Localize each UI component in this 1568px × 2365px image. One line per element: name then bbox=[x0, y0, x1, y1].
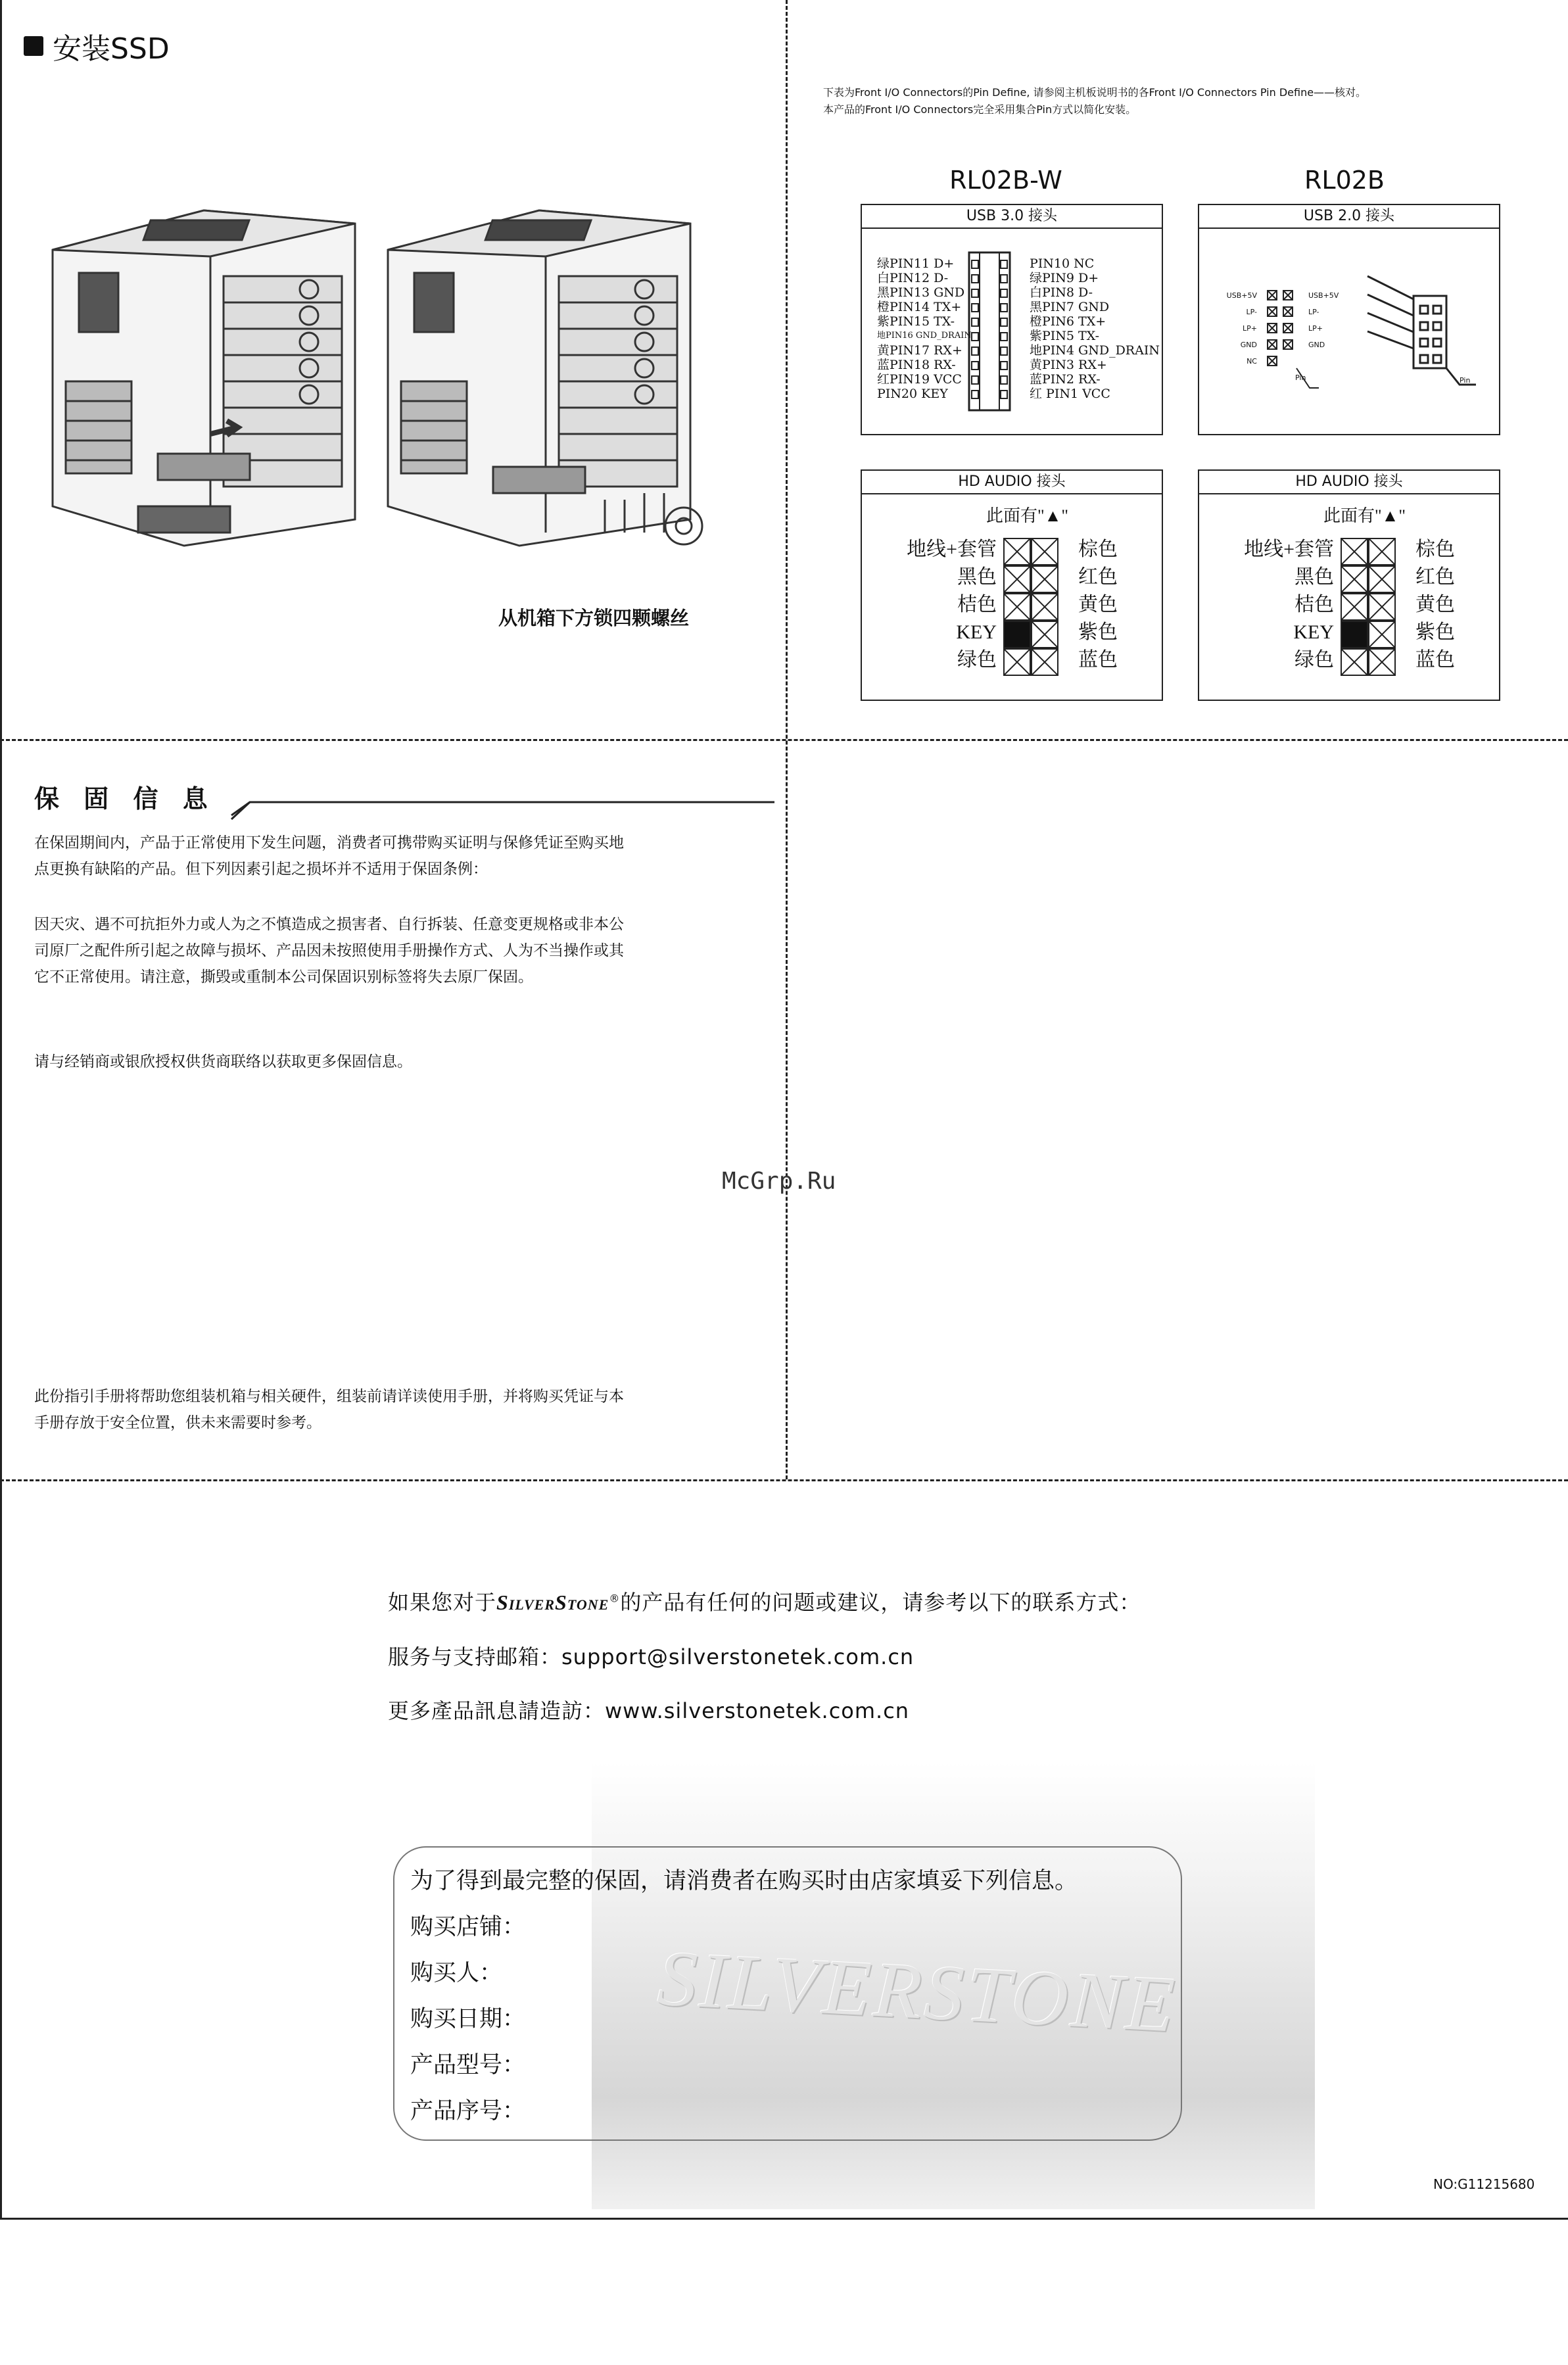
audio-right-label: 紫色 bbox=[1078, 621, 1118, 643]
form-field-store[interactable]: 购买店铺： bbox=[410, 1914, 526, 1940]
usb2-pin-label-right: Pin bbox=[1460, 376, 1471, 385]
form-field-buyer[interactable]: 购买人： bbox=[410, 1960, 503, 1986]
warranty-paragraph-2: 因天灾、遇不可抗拒外力或人为之不慎造成之损害者、自行拆装、任意变更规格或非本公 司原厂之配件所引起之故障与损坏、产品因未按照使用手册操作方式、人为不当操作或其 它不正常使用。请注意，撕毁或重制本公司保固识别标签将失去原厂保固。 bbox=[34, 916, 624, 986]
usb3-right-pin: 白PIN8 D- bbox=[1030, 285, 1093, 300]
usb3-connector-icon bbox=[966, 250, 1012, 414]
audio-pin bbox=[1003, 565, 1031, 593]
usb2-header: USB 2.0 接头 bbox=[1199, 205, 1499, 229]
usb3-right-pin: 黑PIN7 GND bbox=[1030, 300, 1110, 314]
usb3-left-pins bbox=[877, 256, 972, 401]
fold-line-horizontal-1 bbox=[0, 739, 1568, 741]
audio-pin-grid bbox=[1003, 538, 1058, 676]
usb2-left-label: NC bbox=[1247, 357, 1257, 366]
background-logo: SILVERSTONE bbox=[655, 1934, 1179, 2049]
audio-left-label: 地线+套管 bbox=[907, 538, 997, 560]
case-illustration bbox=[39, 164, 717, 559]
model-rl02b: RL02B bbox=[1304, 166, 1385, 195]
model-rl02b-w: RL02B-W bbox=[949, 166, 1062, 195]
usb3-left-pin: 蓝PIN18 RX- bbox=[877, 358, 956, 372]
usb2-right-label: LP- bbox=[1308, 308, 1319, 316]
audio-pin bbox=[1003, 538, 1031, 565]
contact-line-1: 如果您对于SilverStone®的产品有任何的问题或建议，请参考以下的联系方式： bbox=[388, 1590, 1141, 1615]
contact-website[interactable]: 更多產品訊息請造訪：www.silverstonetek.com.cn bbox=[388, 1698, 910, 1723]
install-title: 安装SSD bbox=[24, 25, 170, 67]
audio-key-pin bbox=[1003, 621, 1031, 648]
frame-bottom bbox=[0, 2218, 1568, 2220]
audio-header: HD AUDIO 接头 bbox=[1199, 471, 1499, 494]
audio-left-label: 地线+套管 bbox=[1244, 538, 1334, 560]
usb3-right-pins bbox=[1030, 256, 1160, 401]
audio-left-label: 黑色 bbox=[957, 566, 997, 588]
audio-left-label: 黑色 bbox=[1295, 566, 1334, 588]
audio-pin bbox=[1341, 593, 1368, 621]
usb3-right-pin: 黄PIN3 RX+ bbox=[1030, 358, 1107, 372]
fold-line-horizontal-2 bbox=[0, 1479, 1568, 1481]
audio-pin-grid bbox=[1341, 538, 1396, 676]
usb2-left-label: LP+ bbox=[1243, 324, 1257, 333]
audio-pin bbox=[1368, 538, 1396, 565]
usb3-right-pin: 红 PIN1 VCC bbox=[1030, 387, 1110, 401]
pin-note-line2: 本产品的Front I/O Connectors完全采用集合Pin方式以简化安装。 bbox=[823, 103, 1137, 116]
usb3-left-pin: 橙PIN14 TX+ bbox=[877, 300, 962, 314]
pin-note-line1: 下表为Front I/O Connectors的Pin Define, 请参阅主机板说明书的各Front I/O Connectors Pin Define——核对。 bbox=[823, 86, 1367, 99]
usb3-left-pin: 地PIN16 GND_DRAIN bbox=[877, 331, 972, 341]
warranty-title-underline bbox=[230, 796, 776, 822]
audio-face-note: 此面有"▲" bbox=[986, 506, 1068, 525]
usb3-right-pin: 紫PIN5 TX- bbox=[1030, 329, 1099, 343]
usb2-left-label: GND bbox=[1240, 341, 1257, 349]
usb2-left-label: LP- bbox=[1246, 308, 1257, 316]
audio-pin bbox=[1003, 593, 1031, 621]
form-field-serial[interactable]: 产品序号： bbox=[410, 2098, 526, 2124]
frame-left bbox=[0, 0, 2, 2219]
usb3-left-pin: PIN20 KEY bbox=[877, 387, 948, 401]
warranty-title: 保 固 信 息 bbox=[34, 784, 216, 813]
audio-pin bbox=[1341, 565, 1368, 593]
audio-right-label: 黄色 bbox=[1078, 594, 1118, 615]
audio-left-label: KEY bbox=[956, 621, 997, 643]
audio-pin bbox=[1368, 621, 1396, 648]
audio-pin bbox=[1368, 593, 1396, 621]
watermark-site-text: McGrp.Ru bbox=[722, 1168, 836, 1195]
usb3-left-pin: 黄PIN17 RX+ bbox=[877, 343, 962, 358]
audio-right-label: 蓝色 bbox=[1078, 649, 1118, 671]
audio-right-label: 紫色 bbox=[1415, 621, 1455, 643]
usb2-pin-label-left: Pin bbox=[1295, 373, 1306, 382]
audio-right-labels bbox=[1415, 536, 1455, 674]
brand-name: SilverStone bbox=[496, 1590, 609, 1614]
pin-note bbox=[823, 84, 1366, 118]
audio-right-label: 黄色 bbox=[1415, 594, 1455, 615]
audio-pin bbox=[1031, 538, 1058, 565]
usb3-header: USB 3.0 接头 bbox=[862, 205, 1162, 229]
audio-pin bbox=[1003, 648, 1031, 676]
usb2-right-label: USB+5V bbox=[1308, 291, 1339, 300]
audio-left-labels bbox=[1235, 536, 1334, 674]
audio-right-label: 棕色 bbox=[1415, 538, 1455, 560]
usb2-right-label: GND bbox=[1308, 341, 1325, 349]
audio-right-labels bbox=[1078, 536, 1118, 674]
usb3-right-pin: 地PIN4 GND_DRAIN bbox=[1030, 343, 1160, 358]
contact-email[interactable]: 服务与支持邮箱：support@silverstonetek.com.cn bbox=[388, 1644, 915, 1669]
usb3-left-pin: 紫PIN15 TX- bbox=[877, 314, 955, 329]
audio-key-pin bbox=[1341, 621, 1368, 648]
audio-left-label: 绿色 bbox=[957, 649, 997, 671]
usb3-left-pin: 红PIN19 VCC bbox=[877, 372, 962, 387]
install-caption: 从机箱下方锁四颗螺丝 bbox=[498, 607, 690, 629]
audio-pin bbox=[1341, 648, 1368, 676]
usb3-left-pin: 黑PIN13 GND bbox=[877, 285, 965, 300]
usb3-right-pin: 蓝PIN2 RX- bbox=[1030, 372, 1101, 387]
audio-face-note: 此面有"▲" bbox=[1323, 506, 1406, 525]
usb3-left-pin: 绿PIN11 D+ bbox=[877, 256, 955, 271]
warranty-paragraph-4: 此份指引手册将帮助您组装机箱与相关硬件，组装前请详读使用手册，并将购买凭证与本 手册存放于安全位置，供未来需要时参考。 bbox=[34, 1388, 624, 1431]
usb3-right-pin: PIN10 NC bbox=[1030, 256, 1095, 271]
usb3-right-pin: 绿PIN9 D+ bbox=[1030, 271, 1099, 285]
audio-pin bbox=[1031, 593, 1058, 621]
audio-pin bbox=[1341, 538, 1368, 565]
audio-pin bbox=[1031, 565, 1058, 593]
usb2-right-labels bbox=[1308, 287, 1339, 353]
usb3-left-pin: 白PIN12 D- bbox=[877, 271, 949, 285]
audio-pin bbox=[1368, 648, 1396, 676]
document-number: NO:G11215680 bbox=[1433, 2176, 1535, 2192]
audio-left-label: 桔色 bbox=[957, 594, 997, 615]
audio-pin bbox=[1031, 621, 1058, 648]
usb2-left-label: USB+5V bbox=[1226, 291, 1257, 300]
audio-right-label: 蓝色 bbox=[1415, 649, 1455, 671]
audio-left-label: KEY bbox=[1293, 621, 1334, 643]
usb3-right-pin: 橙PIN6 TX+ bbox=[1030, 314, 1106, 329]
audio-right-label: 红色 bbox=[1415, 566, 1455, 588]
audio-right-label: 棕色 bbox=[1078, 538, 1118, 560]
form-field-date[interactable]: 购买日期： bbox=[410, 2006, 526, 2032]
form-fields bbox=[410, 1904, 525, 2134]
audio-pin bbox=[1368, 565, 1396, 593]
audio-left-label: 桔色 bbox=[1295, 594, 1334, 615]
bullet-square-icon bbox=[24, 36, 43, 56]
audio-left-labels bbox=[898, 536, 997, 674]
usb2-left-labels bbox=[1211, 287, 1257, 370]
form-field-model[interactable]: 产品型号： bbox=[410, 2052, 526, 2078]
usb2-right-label: LP+ bbox=[1308, 324, 1323, 333]
audio-header: HD AUDIO 接头 bbox=[862, 471, 1162, 494]
audio-left-label: 绿色 bbox=[1295, 649, 1334, 671]
warranty-paragraph-1: 在保固期间内，产品于正常使用下发生问题，消费者可携带购买证明与保修凭证至购买地 点更换有缺陷的产品。但下列因素引起之损坏并不适用于保固条例： bbox=[34, 834, 624, 878]
form-intro: 为了得到最完整的保固，请消费者在购买时由店家填妥下列信息。 bbox=[410, 1868, 1078, 1894]
warranty-paragraph-3: 请与经销商或银欣授权供货商联络以获取更多保固信息。 bbox=[34, 1053, 412, 1070]
audio-right-label: 红色 bbox=[1078, 566, 1118, 588]
audio-pin bbox=[1031, 648, 1058, 676]
